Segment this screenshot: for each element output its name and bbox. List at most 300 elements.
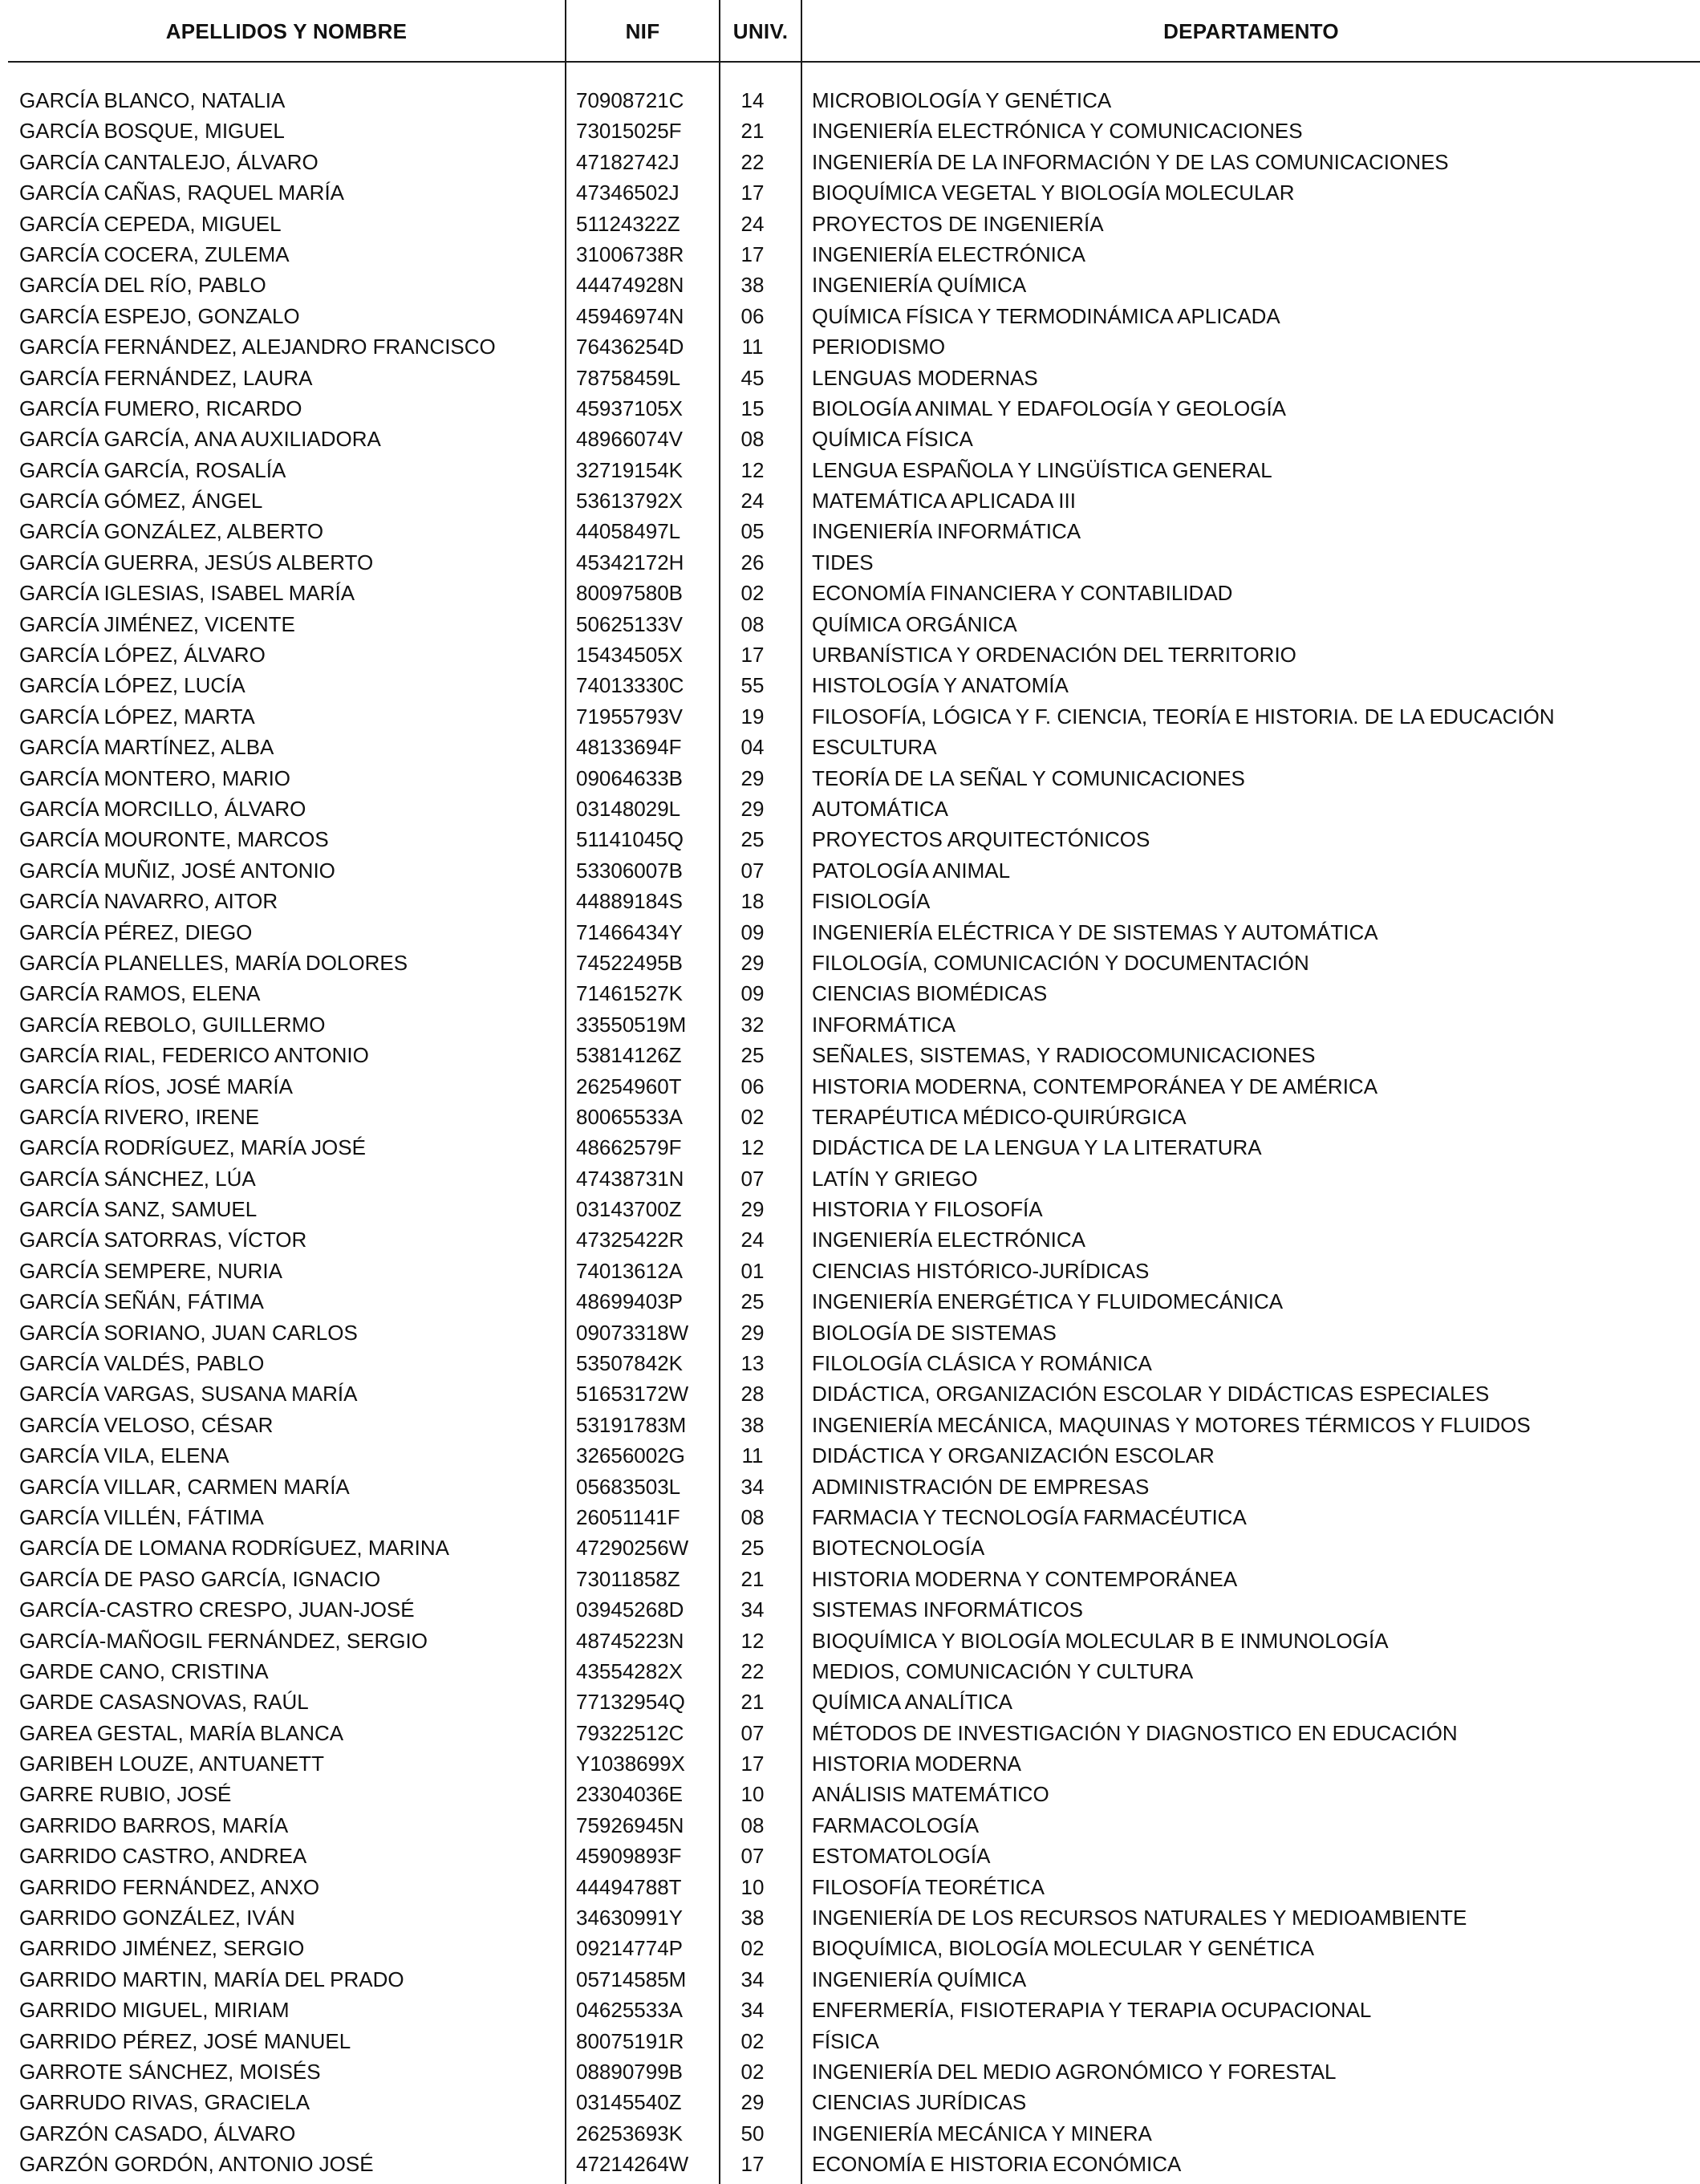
name-cell: GARCÍA JIMÉNEZ, VICENTE xyxy=(19,611,295,636)
table-row xyxy=(0,1132,1700,1163)
department-cell: ANÁLISIS MATEMÁTICO xyxy=(812,1782,1049,1807)
nif-cell: 45909893F xyxy=(576,1844,682,1869)
department-cell: LATÍN Y GRIEGO xyxy=(812,1166,978,1191)
univ-cell: 08 xyxy=(740,1504,765,1529)
nif-cell: 05683503L xyxy=(576,1474,681,1499)
department-cell: HISTORIA MODERNA Y CONTEMPORÁNEA xyxy=(812,1566,1238,1591)
table-row xyxy=(0,1286,1700,1317)
univ-cell: 09 xyxy=(740,919,765,944)
univ-cell: 06 xyxy=(740,303,765,328)
table-row xyxy=(0,1102,1700,1132)
univ-cell: 17 xyxy=(740,1752,765,1776)
nif-cell: 05714585M xyxy=(576,1967,687,1991)
department-cell: ESTOMATOLOGÍA xyxy=(812,1844,991,1869)
nif-cell: 47182742J xyxy=(576,149,680,174)
nif-cell: 75926945N xyxy=(576,1813,684,1837)
univ-cell: 07 xyxy=(740,858,765,883)
univ-cell: 32 xyxy=(740,1012,765,1037)
univ-cell: 08 xyxy=(740,427,765,452)
department-cell: AUTOMÁTICA xyxy=(812,796,948,821)
univ-cell: 04 xyxy=(740,735,765,760)
univ-cell: 29 xyxy=(740,950,765,975)
name-cell: GARCÍA RAMOS, ELENA xyxy=(19,981,261,1006)
univ-cell: 25 xyxy=(740,1043,765,1068)
table-row xyxy=(0,670,1700,700)
department-cell: QUÍMICA ORGÁNICA xyxy=(812,611,1017,636)
nif-cell: 44474928N xyxy=(576,273,684,298)
header-divider xyxy=(8,61,1700,63)
table-row xyxy=(0,1224,1700,1255)
univ-cell: 34 xyxy=(740,1474,765,1499)
name-cell: GARCÍA IGLESIAS, ISABEL MARÍA xyxy=(19,581,355,606)
table-row xyxy=(0,2118,1700,2149)
table-row xyxy=(0,732,1700,762)
table-row xyxy=(0,1564,1700,1594)
table-row xyxy=(0,1410,1700,1440)
nif-cell: 15434505X xyxy=(576,643,684,668)
table-row xyxy=(0,1256,1700,1286)
name-cell: GARCÍA MUÑIZ, JOSÉ ANTONIO xyxy=(19,858,335,883)
department-cell: DIDÁCTICA Y ORGANIZACIÓN ESCOLAR xyxy=(812,1443,1215,1468)
column-header-name: APELLIDOS Y NOMBRE xyxy=(165,18,408,43)
table-row xyxy=(0,424,1700,454)
table-row xyxy=(0,85,1700,116)
univ-cell: 55 xyxy=(740,673,765,698)
table-row xyxy=(0,1841,1700,1871)
nif-cell: 53507842K xyxy=(576,1351,684,1376)
table-row xyxy=(0,2149,1700,2179)
univ-cell: 29 xyxy=(740,765,765,790)
table-row xyxy=(0,1348,1700,1378)
univ-cell: 02 xyxy=(740,581,765,606)
department-cell: ADMINISTRACIÓN DE EMPRESAS xyxy=(812,1474,1150,1499)
table-row xyxy=(0,2087,1700,2117)
univ-cell: 17 xyxy=(740,181,765,205)
nif-cell: 48966074V xyxy=(576,427,684,452)
univ-cell: 12 xyxy=(740,457,765,482)
table-row xyxy=(0,455,1700,485)
name-cell: GARRIDO CASTRO, ANDREA xyxy=(19,1844,307,1869)
department-cell: BIOTECNOLOGÍA xyxy=(812,1536,985,1561)
univ-cell: 02 xyxy=(740,2028,765,2053)
name-cell: GARCÍA BLANCO, NATALIA xyxy=(19,88,286,112)
department-cell: CIENCIAS BIOMÉDICAS xyxy=(812,981,1048,1006)
table-row xyxy=(0,1472,1700,1502)
nif-cell: 48662579F xyxy=(576,1135,682,1160)
table-row xyxy=(0,948,1700,978)
univ-cell: 12 xyxy=(740,1135,765,1160)
name-cell: GARCÍA GARCÍA, ROSALÍA xyxy=(19,457,286,482)
univ-cell: 34 xyxy=(740,1998,765,2023)
nif-cell: 44494788T xyxy=(576,1874,682,1899)
department-cell: INGENIERÍA INFORMÁTICA xyxy=(812,519,1081,544)
column-header-univ: UNIV. xyxy=(732,18,789,43)
univ-cell: 15 xyxy=(740,396,765,420)
department-cell: INFORMÁTICA xyxy=(812,1012,956,1037)
nif-cell: 50625133V xyxy=(576,611,684,636)
nif-cell: 03945268D xyxy=(576,1597,684,1622)
univ-cell: 25 xyxy=(740,1536,765,1561)
name-cell: GARCÍA VILLÉN, FÁTIMA xyxy=(19,1504,264,1529)
table-row xyxy=(0,794,1700,824)
univ-cell: 28 xyxy=(740,1382,765,1407)
nif-cell: 53191783M xyxy=(576,1412,687,1437)
univ-cell: 11 xyxy=(741,335,764,359)
department-cell: FISIOLOGÍA xyxy=(812,889,931,914)
table-row xyxy=(0,1594,1700,1625)
name-cell: GARCÍA MARTÍNEZ, ALBA xyxy=(19,735,274,760)
table-row xyxy=(0,547,1700,578)
department-cell: HISTORIA MODERNA, CONTEMPORÁNEA Y DE AMÉRICA xyxy=(812,1074,1378,1098)
name-cell: GARCÍA VILLAR, CARMEN MARÍA xyxy=(19,1474,350,1499)
univ-cell: 21 xyxy=(740,119,765,144)
table-row xyxy=(0,1779,1700,1809)
univ-cell: 29 xyxy=(740,796,765,821)
nif-cell: 26254960T xyxy=(576,1074,682,1098)
department-cell: TERAPÉUTICA MÉDICO-QUIRÚRGICA xyxy=(812,1104,1187,1129)
name-cell: GARRE RUBIO, JOSÉ xyxy=(19,1782,232,1807)
table-row xyxy=(0,1626,1700,1656)
name-cell: GARCÍA PLANELLES, MARÍA DOLORES xyxy=(19,950,408,975)
department-cell: CIENCIAS JURÍDICAS xyxy=(812,2090,1027,2115)
name-cell: GARCÍA COCERA, ZULEMA xyxy=(19,242,290,266)
name-cell: GARRIDO MIGUEL, MIRIAM xyxy=(19,1998,290,2023)
name-cell: GARCÍA VARGAS, SUSANA MARÍA xyxy=(19,1382,358,1407)
department-cell: LENGUA ESPAÑOLA Y LINGÜÍSTICA GENERAL xyxy=(812,457,1272,482)
department-cell: HISTORIA MODERNA xyxy=(812,1752,1022,1776)
name-cell: GARCÍA MONTERO, MARIO xyxy=(19,765,291,790)
department-cell: BIOLOGÍA ANIMAL Y EDAFOLOGÍA Y GEOLOGÍA xyxy=(812,396,1287,420)
department-cell: INGENIERÍA DE LOS RECURSOS NATURALES Y MEDIOAMBIENTE xyxy=(812,1906,1467,1930)
name-cell: GARCÍA RIVERO, IRENE xyxy=(19,1104,260,1129)
table-row xyxy=(0,886,1700,916)
department-cell: ENFERMERÍA, FISIOTERAPIA Y TERAPIA OCUPACIONAL xyxy=(812,1998,1372,2023)
column-header-nif: NIF xyxy=(625,18,660,43)
table-row xyxy=(0,1071,1700,1102)
nif-cell: 74013612A xyxy=(576,1258,684,1283)
table-row xyxy=(0,824,1700,855)
nif-cell: 80075191R xyxy=(576,2028,684,2053)
nif-cell: 44889184S xyxy=(576,889,684,914)
nif-cell: 47325422R xyxy=(576,1228,684,1252)
department-cell: INGENIERÍA QUÍMICA xyxy=(812,273,1027,298)
table-row xyxy=(0,2026,1700,2056)
name-cell: GARCÍA SANZ, SAMUEL xyxy=(19,1197,258,1222)
department-cell: FILOLOGÍA, COMUNICACIÓN Y DOCUMENTACIÓN xyxy=(812,950,1309,975)
univ-cell: 38 xyxy=(740,273,765,298)
nif-cell: 74522495B xyxy=(576,950,684,975)
department-cell: URBANÍSTICA Y ORDENACIÓN DEL TERRITORIO xyxy=(812,643,1296,668)
name-cell: GARCÍA MORCILLO, ÁLVARO xyxy=(19,796,306,821)
department-cell: TIDES xyxy=(812,550,874,574)
department-cell: FARMACIA Y TECNOLOGÍA FARMACÉUTICA xyxy=(812,1504,1247,1529)
name-cell: GARCÍA SATORRAS, VÍCTOR xyxy=(19,1228,307,1252)
univ-cell: 26 xyxy=(740,550,765,574)
table-row xyxy=(0,978,1700,1009)
name-cell: GARCÍA RODRÍGUEZ, MARÍA JOSÉ xyxy=(19,1135,366,1160)
nif-cell: 47214264W xyxy=(576,2152,689,2177)
name-cell: GARCÍA MOURONTE, MARCOS xyxy=(19,827,329,852)
univ-cell: 13 xyxy=(740,1351,765,1376)
nif-cell: 04625533A xyxy=(576,1998,684,2023)
table-row xyxy=(0,1810,1700,1841)
department-cell: SEÑALES, SISTEMAS, Y RADIOCOMUNICACIONES xyxy=(812,1043,1316,1068)
table-row xyxy=(0,1163,1700,1194)
univ-cell: 17 xyxy=(740,242,765,266)
name-cell: GARCÍA LÓPEZ, MARTA xyxy=(19,704,255,729)
nif-cell: 51653172W xyxy=(576,1382,689,1407)
nif-cell: 74013330C xyxy=(576,673,684,698)
name-cell: GARCÍA LÓPEZ, ÁLVARO xyxy=(19,643,266,668)
department-cell: PATOLOGÍA ANIMAL xyxy=(812,858,1011,883)
department-cell: HISTORIA Y FILOSOFÍA xyxy=(812,1197,1043,1222)
name-cell: GARCÍA VALDÉS, PABLO xyxy=(19,1351,265,1376)
name-cell: GARCÍA RÍOS, JOSÉ MARÍA xyxy=(19,1074,293,1098)
univ-cell: 21 xyxy=(740,1690,765,1715)
name-cell: GARCÍA BOSQUE, MIGUEL xyxy=(19,119,285,144)
table-row xyxy=(0,1933,1700,1963)
department-cell: FILOLOGÍA CLÁSICA Y ROMÁNICA xyxy=(812,1351,1152,1376)
univ-cell: 22 xyxy=(740,1658,765,1683)
table-row xyxy=(0,1378,1700,1409)
nif-cell: 47438731N xyxy=(576,1166,684,1191)
name-cell: GARCÍA SEÑÁN, FÁTIMA xyxy=(19,1289,264,1314)
nif-cell: 80065533A xyxy=(576,1104,684,1129)
name-cell: GARRIDO PÉREZ, JOSÉ MANUEL xyxy=(19,2028,351,2053)
univ-cell: 34 xyxy=(740,1967,765,1991)
department-cell: MÉTODOS DE INVESTIGACIÓN Y DIAGNOSTICO EN EDUCACIÓN xyxy=(812,1720,1458,1745)
univ-cell: 11 xyxy=(741,1443,764,1468)
univ-cell: 07 xyxy=(740,1844,765,1869)
name-cell: GARCÍA FERNÁNDEZ, ALEJANDRO FRANCISCO xyxy=(19,335,496,359)
name-cell: GARCÍA GUERRA, JESÚS ALBERTO xyxy=(19,550,374,574)
nif-cell: 08890799B xyxy=(576,2060,684,2084)
nif-cell: 48133694F xyxy=(576,735,682,760)
univ-cell: 24 xyxy=(740,489,765,514)
table-row xyxy=(0,763,1700,794)
name-cell: GARCÍA FUMERO, RICARDO xyxy=(19,396,302,420)
table-row xyxy=(0,609,1700,639)
department-cell: PERIODISMO xyxy=(812,335,946,359)
name-cell: GARCÍA GARCÍA, ANA AUXILIADORA xyxy=(19,427,381,452)
nif-cell: 80097580B xyxy=(576,581,684,606)
univ-cell: 06 xyxy=(740,1074,765,1098)
univ-cell: 08 xyxy=(740,1813,765,1837)
name-cell: GARCÍA SEMPERE, NURIA xyxy=(19,1258,282,1283)
table-row xyxy=(0,917,1700,948)
table-row xyxy=(0,1687,1700,1717)
univ-cell: 07 xyxy=(740,1720,765,1745)
nif-cell: 53613792X xyxy=(576,489,684,514)
nif-cell: 47290256W xyxy=(576,1536,689,1561)
univ-cell: 10 xyxy=(740,1874,765,1899)
univ-cell: 02 xyxy=(740,1104,765,1129)
univ-cell: 45 xyxy=(740,365,765,390)
department-cell: INGENIERÍA DEL MEDIO AGRONÓMICO Y FORESTAL xyxy=(812,2060,1337,2084)
univ-cell: 02 xyxy=(740,1936,765,1961)
name-cell: GARCÍA SÁNCHEZ, LÚA xyxy=(19,1166,256,1191)
department-cell: BIOLOGÍA DE SISTEMAS xyxy=(812,1320,1057,1345)
table-row xyxy=(0,363,1700,393)
nif-cell: 71466434Y xyxy=(576,919,684,944)
department-cell: PROYECTOS DE INGENIERÍA xyxy=(812,211,1104,236)
nif-cell: 53306007B xyxy=(576,858,684,883)
name-cell: GARRIDO FERNÁNDEZ, ANXO xyxy=(19,1874,320,1899)
nif-cell: 03143700Z xyxy=(576,1197,682,1222)
nif-cell: 23304036E xyxy=(576,1782,684,1807)
department-cell: INGENIERÍA ELECTRÓNICA xyxy=(812,1228,1085,1252)
department-cell: DIDÁCTICA, ORGANIZACIÓN ESCOLAR Y DIDÁCTICAS ESPECIALES xyxy=(812,1382,1490,1407)
name-cell: GARDE CASASNOVAS, RAÚL xyxy=(19,1690,309,1715)
table-row xyxy=(0,393,1700,424)
name-cell: GARCÍA GÓMEZ, ÁNGEL xyxy=(19,489,263,514)
nif-cell: 51141045Q xyxy=(576,827,684,852)
univ-cell: 17 xyxy=(740,2152,765,2177)
name-cell: GARCÍA LÓPEZ, LUCÍA xyxy=(19,673,245,698)
nif-cell: 43554282X xyxy=(576,1658,684,1683)
department-cell: INGENIERÍA ELÉCTRICA Y DE SISTEMAS Y AUTOMÁTICA xyxy=(812,919,1378,944)
department-cell: BIOQUÍMICA, BIOLOGÍA MOLECULAR Y GENÉTICA xyxy=(812,1936,1315,1961)
table-row xyxy=(0,331,1700,362)
column-header-department: DEPARTAMENTO xyxy=(1163,18,1339,43)
table-row xyxy=(0,1718,1700,1748)
nif-cell: Y1038699X xyxy=(576,1752,685,1776)
table-row xyxy=(0,1748,1700,1779)
nif-cell: 48699403P xyxy=(576,1289,684,1314)
name-cell: GARCÍA CAÑAS, RAQUEL MARÍA xyxy=(19,181,345,205)
univ-cell: 25 xyxy=(740,1289,765,1314)
univ-cell: 14 xyxy=(740,88,765,112)
department-cell: INGENIERÍA ELECTRÓNICA Y COMUNICACIONES xyxy=(812,119,1303,144)
univ-cell: 02 xyxy=(740,2060,765,2084)
name-cell: GARCÍA-MAÑOGIL FERNÁNDEZ, SERGIO xyxy=(19,1628,428,1653)
nif-cell: 45342172H xyxy=(576,550,684,574)
univ-cell: 08 xyxy=(740,611,765,636)
department-cell: BIOQUÍMICA VEGETAL Y BIOLOGÍA MOLECULAR xyxy=(812,181,1295,205)
name-cell: GARROTE SÁNCHEZ, MOISÉS xyxy=(19,2060,321,2084)
table-row xyxy=(0,639,1700,670)
department-cell: DIDÁCTICA DE LA LENGUA Y LA LITERATURA xyxy=(812,1135,1262,1160)
nif-cell: 77132954Q xyxy=(576,1690,685,1715)
department-cell: FILOSOFÍA TEORÉTICA xyxy=(812,1874,1045,1899)
nif-cell: 70908721C xyxy=(576,88,684,112)
univ-cell: 25 xyxy=(740,827,765,852)
nif-cell: 26051141F xyxy=(576,1504,680,1529)
nif-cell: 03145540Z xyxy=(576,2090,682,2115)
department-cell: PROYECTOS ARQUITECTÓNICOS xyxy=(812,827,1150,852)
name-cell: GARCÍA DE PASO GARCÍA, IGNACIO xyxy=(19,1566,381,1591)
univ-cell: 34 xyxy=(740,1597,765,1622)
department-cell: TEORÍA DE LA SEÑAL Y COMUNICACIONES xyxy=(812,765,1245,790)
table-row xyxy=(0,1440,1700,1471)
table-row xyxy=(0,1194,1700,1224)
table-row xyxy=(0,239,1700,270)
table-row xyxy=(0,2056,1700,2087)
univ-cell: 12 xyxy=(740,1628,765,1653)
nif-cell: 03148029L xyxy=(576,796,681,821)
univ-cell: 10 xyxy=(740,1782,765,1807)
name-cell: GARZÓN GORDÓN, ANTONIO JOSÉ xyxy=(19,2152,374,2177)
nif-cell: 53814126Z xyxy=(576,1043,682,1068)
department-cell: INGENIERÍA DE LA INFORMACIÓN Y DE LAS COMUNICACIONES xyxy=(812,149,1449,174)
department-cell: BIOQUÍMICA Y BIOLOGÍA MOLECULAR B E INMUNOLOGÍA xyxy=(812,1628,1389,1653)
table-row xyxy=(0,1995,1700,2025)
univ-cell: 09 xyxy=(740,981,765,1006)
name-cell: GARCÍA CEPEDA, MIGUEL xyxy=(19,211,282,236)
nif-cell: 51124322Z xyxy=(576,211,680,236)
department-cell: FILOSOFÍA, LÓGICA Y F. CIENCIA, TEORÍA E HISTORIA. DE LA EDUCACIÓN xyxy=(812,704,1555,729)
department-cell: INGENIERÍA MECÁNICA, MAQUINAS Y MOTORES TÉRMICOS Y FLUIDOS xyxy=(812,1412,1531,1437)
nif-cell: 73011858Z xyxy=(576,1566,680,1591)
name-cell: GAREA GESTAL, MARÍA BLANCA xyxy=(19,1720,344,1745)
department-cell: INGENIERÍA QUÍMICA xyxy=(812,1967,1027,1991)
table-row xyxy=(0,578,1700,608)
nif-cell: 79322512C xyxy=(576,1720,684,1745)
name-cell: GARCÍA VELOSO, CÉSAR xyxy=(19,1412,274,1437)
name-cell: GARCÍA NAVARRO, AITOR xyxy=(19,889,278,914)
nif-cell: 71461527K xyxy=(576,981,684,1006)
univ-cell: 18 xyxy=(740,889,765,914)
table-row xyxy=(0,1656,1700,1687)
table-row xyxy=(0,1317,1700,1348)
name-cell: GARRIDO BARROS, MARÍA xyxy=(19,1813,289,1837)
univ-cell: 50 xyxy=(740,2121,765,2145)
nif-cell: 78758459L xyxy=(576,365,681,390)
department-cell: INGENIERÍA ENERGÉTICA Y FLUIDOMECÁNICA xyxy=(812,1289,1284,1314)
univ-cell: 17 xyxy=(740,643,765,668)
name-cell: GARRIDO GONZÁLEZ, IVÁN xyxy=(19,1906,295,1930)
univ-cell: 29 xyxy=(740,1197,765,1222)
name-cell: GARCÍA DEL RÍO, PABLO xyxy=(19,273,266,298)
name-cell: GARCÍA-CASTRO CRESPO, JUAN-JOSÉ xyxy=(19,1597,415,1622)
table-row xyxy=(0,485,1700,516)
univ-cell: 29 xyxy=(740,1320,765,1345)
name-cell: GARIBEH LOUZE, ANTUANETT xyxy=(19,1752,324,1776)
table-row xyxy=(0,1009,1700,1040)
department-cell: FARMACOLOGÍA xyxy=(812,1813,980,1837)
table-row xyxy=(0,1040,1700,1070)
table-row xyxy=(0,301,1700,331)
nif-cell: 09064633B xyxy=(576,765,684,790)
nif-cell: 45937105X xyxy=(576,396,684,420)
nif-cell: 32719154K xyxy=(576,457,684,482)
department-cell: ECONOMÍA E HISTORIA ECONÓMICA xyxy=(812,2152,1182,2177)
department-cell: ECONOMÍA FINANCIERA Y CONTABILIDAD xyxy=(812,581,1233,606)
department-cell: MATEMÁTICA APLICADA III xyxy=(812,489,1076,514)
nif-cell: 34630991Y xyxy=(576,1906,684,1930)
table-row xyxy=(0,147,1700,177)
department-cell: SISTEMAS INFORMÁTICOS xyxy=(812,1597,1084,1622)
nif-cell: 48745223N xyxy=(576,1628,684,1653)
table-row xyxy=(0,177,1700,208)
table-body xyxy=(0,85,1700,2180)
department-cell: INGENIERÍA ELECTRÓNICA xyxy=(812,242,1085,266)
department-cell: LENGUAS MODERNAS xyxy=(812,365,1038,390)
univ-cell: 24 xyxy=(740,1228,765,1252)
univ-cell: 21 xyxy=(740,1566,765,1591)
department-cell: MICROBIOLOGÍA Y GENÉTICA xyxy=(812,88,1112,112)
univ-cell: 24 xyxy=(740,211,765,236)
univ-cell: 29 xyxy=(740,2090,765,2115)
univ-cell: 05 xyxy=(740,519,765,544)
table-row xyxy=(0,1902,1700,1933)
nif-cell: 09214774P xyxy=(576,1936,684,1961)
department-cell: ESCULTURA xyxy=(812,735,937,760)
nif-cell: 71955793V xyxy=(576,704,684,729)
name-cell: GARZÓN CASADO, ÁLVARO xyxy=(19,2121,296,2145)
univ-cell: 38 xyxy=(740,1906,765,1930)
department-cell: CIENCIAS HISTÓRICO-JURÍDICAS xyxy=(812,1258,1150,1283)
